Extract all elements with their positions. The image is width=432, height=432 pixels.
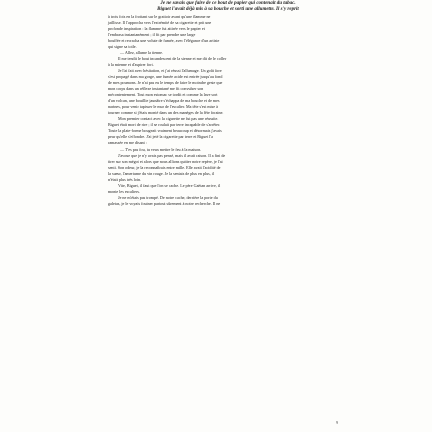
text-line: bouffée et recracha une volute de fumée, avec l'élégance d'un artiste — [108, 37, 220, 43]
text-line: Toute la plate-forme bougeait vraiment beaucoup et désormais j'avais — [108, 128, 222, 134]
text-line: à trois fois en la frottant sur le grattoir avant qu'une flamme ne — [108, 13, 211, 19]
text-line: Mon premier contact avec la cigarette ne fut pas une réussite. — [118, 116, 219, 122]
text-line: Vite, Biguet, il faut que l'on se cache. Le père Gaëtan arrive, il — [118, 182, 221, 188]
dialogue-line: — T'es pas fou, tu veux mettre le feu à la maison. — [120, 146, 202, 152]
text-line: ramassée en me disant : — [108, 140, 147, 146]
text-line: narines, pour venir tapisser le mur de l'escalier. Ma tête s'est mise à — [108, 104, 218, 110]
page-text — [108, 1, 348, 207]
text-line: d'un volcan, une bouillie jaunâtre s'échappa de ma bouche et de mes — [108, 98, 220, 104]
text-line: jaillisse. Il l'approcha vers l'extrémité de sa cigarette et prit une — [108, 19, 212, 25]
page-number: 9 — [336, 420, 339, 425]
text-line: Il me tendit le bout incandescent de la sienne et me dit de le coller — [118, 55, 227, 61]
text-line: à la mienne et d'aspirer fort. — [108, 61, 154, 67]
text-line: mécontentement. Tout mon estomac se tordit et comme la lave sort — [108, 92, 218, 98]
text-line: de mes poumons. Je n'ai pas eu le temps de faire le moindre geste que — [108, 80, 223, 86]
text-line: profonde inspiration : la flamme fut attirée vers le papier et — [108, 25, 205, 31]
header-line-1: Je ne savais que faire de ce bout de papier qui contenait du tabac. — [160, 1, 296, 6]
text-line: la sueur, l'amertume du vin rouge. Je la sentais de plus en plus, il — [108, 170, 215, 176]
text-line: s'est propagé dans ma gorge, une fumée acide est entrée jusqu'au fond — [108, 73, 223, 79]
text-line: galetas, je le voyais fouiner partout sûrement à notre recherche. Il ne — [108, 200, 221, 206]
text-line: mon corps dans un réflexe instantané me fit convulser son — [108, 86, 204, 92]
text-line: qui signe sa toile. — [108, 43, 137, 49]
text-line: tirer sur son mégot et alors que nous allions quitter notre repère, je l'ai — [108, 158, 223, 164]
text-line: l'embrasa instantanément ; il fit par prendre une large — [108, 31, 196, 37]
header-line-2: Biguet l'avait déjà mis à sa bouche et sorti une allumette. Il s'y reprit — [157, 7, 299, 13]
text-line: Je ne m'étais pas trompé. De notre cache, derrière la porte du — [118, 194, 218, 200]
dialogue-line: — Allez, allume la tienne. — [120, 49, 163, 55]
text-line: Je l'ai fait avec hésitation, et j'ai réussi l'allumage. Un goût âcre — [118, 67, 222, 73]
text-line: senti. Son odeur, je la reconnaîtrais entre mille. Elle avait l'acidité de — [108, 164, 221, 170]
text-line: monte les escaliers. — [108, 188, 140, 194]
text-line: peur qu'elle s'effondre. J'ai jeté la cigarette par terre et Biguet l'a — [108, 134, 213, 140]
text-line: n'était plus très loin. — [108, 176, 142, 182]
text-line: tourner comme si j'étais monté dans un des manèges de la fête foraine. — [108, 110, 224, 116]
text-line: Biguet était mort de rire ; il se roulait par terre incapable de s'arrêter. — [108, 122, 221, 128]
text-line: J'avoue que je n'y avais pas pensé, mais il avait raison. Il a fini de — [118, 152, 226, 158]
